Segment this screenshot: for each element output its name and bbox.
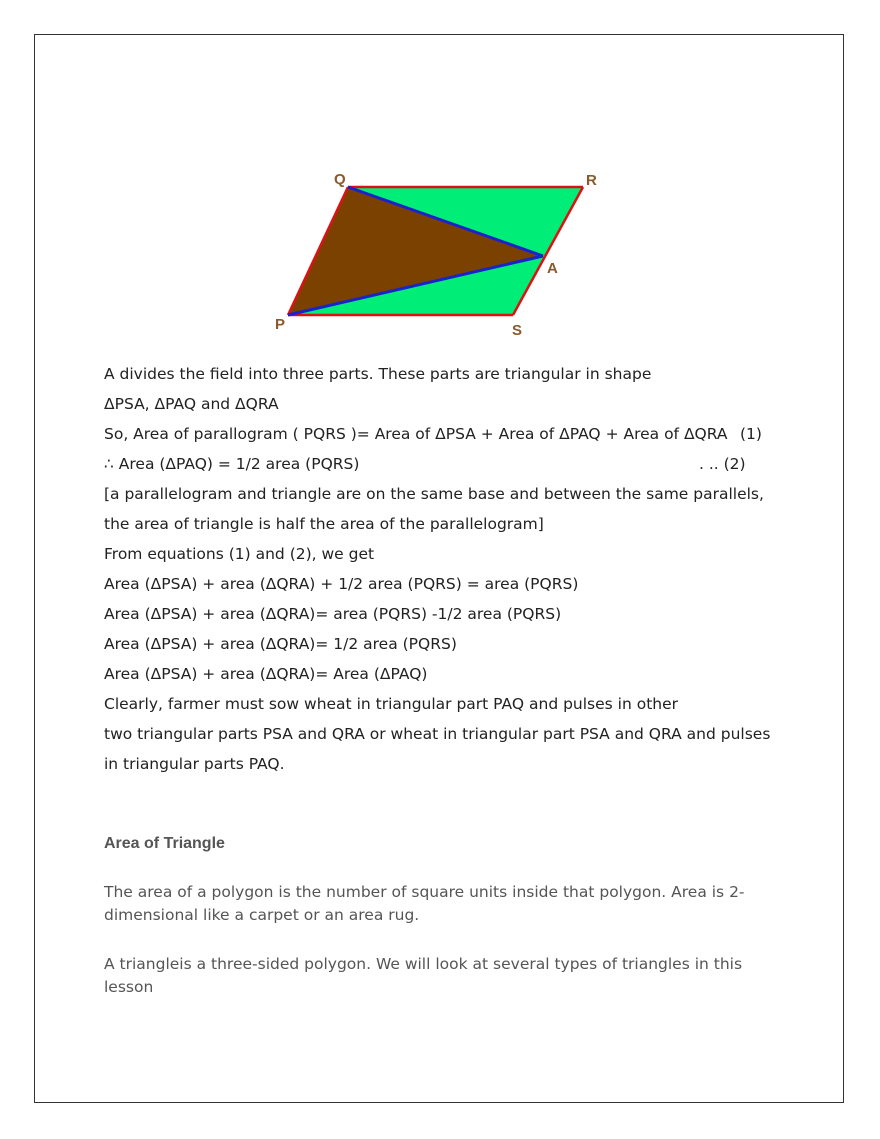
label-q: Q [334,171,346,188]
equation-tag: . .. (2) [699,455,746,473]
label-p: P [275,316,286,333]
text-line: [a parallelogram and triangle are on the same base and between the same parallels, [104,485,764,503]
section-heading: Area of Triangle [104,835,225,852]
text-line: Area (ΔPSA) + area (ΔQRA)= Area (ΔPAQ) [104,665,428,683]
paragraph-triangle-definition: A triangleis a three-sided polygon. We will look at several types of triangles in this lesson [104,955,743,996]
text-line: Area (ΔPSA) + area (ΔQRA)= area (PQRS) -1/2 area (PQRS) [104,605,562,623]
text-line: two triangular parts PSA and QRA or wheat in triangular part PSA and QRA and pulses [104,725,771,743]
text-line: in triangular parts PAQ. [104,755,285,773]
paragraph-area-definition: The area of a polygon is the number of square units inside that polygon. Area is 2-dimensional like a carpet or an area rug. [104,883,745,924]
text-line: Area (ΔPSA) + area (ΔQRA) + 1/2 area (PQRS) = area (PQRS) [104,575,579,593]
text-line: A divides the field into three parts. These parts are triangular in shape [104,365,652,383]
text-line: ∴ Area (ΔPAQ) = 1/2 area (PQRS) . .. (2) [104,449,784,479]
solution-text [104,359,784,779]
text-line: From equations (1) and (2), we get [104,545,375,563]
label-r: R [586,172,597,189]
text-line: Area (ΔPSA) + area (ΔQRA)= 1/2 area (PQRS) [104,635,457,653]
text-line: the area of triangle is half the area of the parallelogram] [104,515,544,533]
text-line: Clearly, farmer must sow wheat in triangular part PAQ and pulses in other [104,695,679,713]
text-line: So, Area of parallogram ( PQRS )= Area of ΔPSA + Area of ΔPAQ + Area of ΔQRA (1) [104,419,784,449]
parallelogram-figure [270,165,610,340]
text-line: ΔPSA, ΔPAQ and ΔQRA [104,395,279,413]
label-s: S [512,322,523,339]
parallelogram-diagram [270,165,610,340]
equation-tag: (1) [740,425,762,443]
label-a: A [547,260,558,277]
